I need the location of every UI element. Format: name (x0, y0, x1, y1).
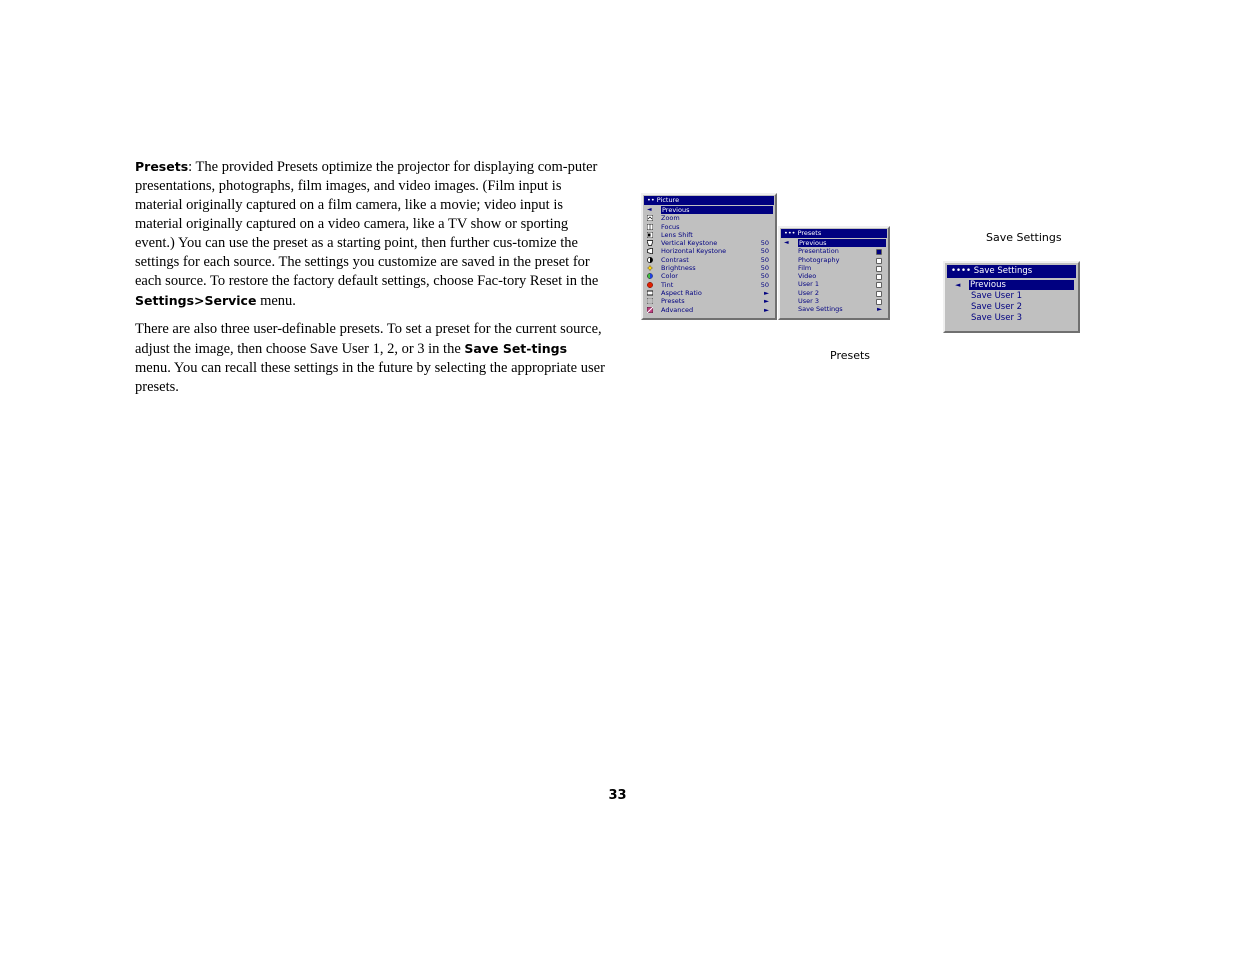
menu-item-value: ► (764, 288, 769, 297)
menu-item-video[interactable] (780, 272, 888, 280)
menu-item-label: Advanced (661, 305, 694, 314)
term-save-settings: Save Set-tings (464, 341, 568, 356)
menu-item-save-settings[interactable] (780, 305, 888, 313)
menu-item-aspect-ratio[interactable] (643, 289, 775, 297)
menu-item-label: Brightness (661, 264, 696, 273)
aspect-ratio-icon (647, 290, 653, 296)
menu-item-label: Focus (661, 222, 680, 231)
menu-item-lens-shift[interactable] (643, 231, 775, 239)
menu-item-value: 50 (760, 280, 769, 289)
menu-item-label: Color (661, 272, 678, 281)
menu-item-value: 50 (760, 264, 769, 273)
menu-item-value: 50 (760, 272, 769, 281)
menu-item-advanced[interactable] (643, 306, 775, 314)
menu-item-label: Video (798, 272, 817, 281)
paragraph-user-presets (135, 320, 605, 397)
menu-item-value: 50 (760, 239, 769, 248)
presets-menu (778, 226, 890, 320)
menu-item-value: 50 (760, 255, 769, 264)
term-settings-service: Settings>Service (135, 293, 257, 308)
menu-item-user-2[interactable] (780, 289, 888, 297)
menu-item-label: Previous (799, 239, 827, 247)
presets-menu-title: ••• Presets (781, 229, 887, 238)
paragraph-text: : The provided Presets optimize the projector for displaying com-puter presentations, photographs, film images, and video images. (Film input is material originally captured on a film camera, like a movie; video input is material originally captured on a video camera, like a TV show or sporting event.) You can use the preset as a starting point, then further cus-tomize the settings for each source. The settings you customize are saved in the preset for each source. To restore the factory default settings, choose Fac-tory Reset in the (135, 159, 599, 289)
menu-item-label: Previous (662, 206, 690, 214)
body-text (135, 157, 605, 406)
presets-icon (647, 298, 653, 304)
paragraph-text: menu. You can recall these settings in the future by selecting the appropriate user presets. (135, 360, 605, 395)
menu-item-value: ► (764, 297, 769, 306)
save-settings-menu-title: •••• Save Settings (947, 265, 1076, 278)
paragraph-text: There are also three user-definable presets. To set a preset for the current source, adjust the image, then choose Save User 1, 2, or 3 in the (135, 321, 602, 357)
menu-item-label: User 2 (798, 288, 820, 297)
menu-item-presets[interactable] (643, 297, 775, 305)
menu-item-value: 50 (760, 247, 769, 256)
caption-presets: Presets (830, 349, 871, 362)
menu-item-label: Save User 2 (971, 302, 1023, 312)
back-arrow-icon: ◄ (647, 206, 652, 213)
menu-item-save-user-1[interactable] (945, 291, 1078, 302)
menu-item-label: Presets (661, 297, 685, 306)
menu-item-presentation[interactable] (780, 247, 888, 255)
submenu-arrow-icon: ► (877, 305, 882, 314)
menu-item-color[interactable] (643, 272, 775, 280)
picture-menu-title: •• Picture (644, 196, 774, 205)
caption-save-settings: Save Settings (986, 231, 1062, 244)
menu-item-contrast[interactable] (643, 256, 775, 264)
menu-item-previous[interactable] (945, 280, 1078, 291)
menu-item-photography[interactable] (780, 256, 888, 264)
back-arrow-icon: ◄ (784, 239, 789, 246)
menu-item-label: User 3 (798, 297, 820, 306)
menu-item-film[interactable] (780, 264, 888, 272)
menu-item-label: Save Settings (798, 305, 843, 314)
save-settings-menu (943, 261, 1080, 333)
term-presets: Presets (135, 159, 189, 174)
menu-item-previous[interactable] (643, 206, 775, 214)
menu-item-label: Zoom (661, 214, 680, 223)
menu-item-label: Contrast (661, 255, 689, 264)
tint-icon (647, 282, 653, 288)
color-icon (647, 273, 653, 279)
vertical-keystone-icon (647, 240, 653, 246)
menu-item-label: Horizontal Keystone (661, 247, 727, 256)
menu-item-label: Photography (798, 255, 840, 264)
menu-item-label: Previous (970, 280, 1006, 290)
menu-item-value: ► (764, 305, 769, 314)
menu-item-zoom[interactable] (643, 214, 775, 222)
menu-item-label: Tint (661, 280, 674, 289)
menu-item-user-3[interactable] (780, 297, 888, 305)
picture-menu (641, 193, 777, 320)
menu-item-label: Save User 1 (971, 291, 1023, 301)
horizontal-keystone-icon (647, 248, 653, 254)
menu-item-user-1[interactable] (780, 280, 888, 288)
menu-item-label: Vertical Keystone (661, 239, 718, 248)
menu-item-label: User 1 (798, 280, 820, 289)
menu-item-label: Lens Shift (661, 230, 693, 239)
menu-item-horizontal-keystone[interactable] (643, 247, 775, 255)
page-number: 33 (608, 788, 627, 803)
menu-item-tint[interactable] (643, 281, 775, 289)
menu-item-label: Presentation (798, 247, 839, 256)
advanced-icon (647, 307, 653, 313)
paragraph-text: menu. (256, 293, 296, 309)
menu-item-brightness[interactable] (643, 264, 775, 272)
back-arrow-icon: ◄ (955, 281, 961, 289)
contrast-icon (647, 257, 653, 263)
menu-item-vertical-keystone[interactable] (643, 239, 775, 247)
menu-item-previous[interactable] (780, 239, 888, 247)
menu-item-label: Film (798, 263, 812, 272)
menu-item-save-user-2[interactable] (945, 302, 1078, 313)
menu-item-focus[interactable] (643, 223, 775, 231)
zoom-icon (647, 215, 653, 221)
lens-shift-icon (647, 232, 653, 238)
menu-item-save-user-3[interactable] (945, 313, 1078, 324)
brightness-icon (647, 265, 653, 271)
menu-item-label: Aspect Ratio (661, 288, 702, 297)
paragraph-presets (135, 157, 605, 311)
menu-item-label: Save User 3 (971, 313, 1023, 323)
focus-icon (647, 224, 653, 230)
